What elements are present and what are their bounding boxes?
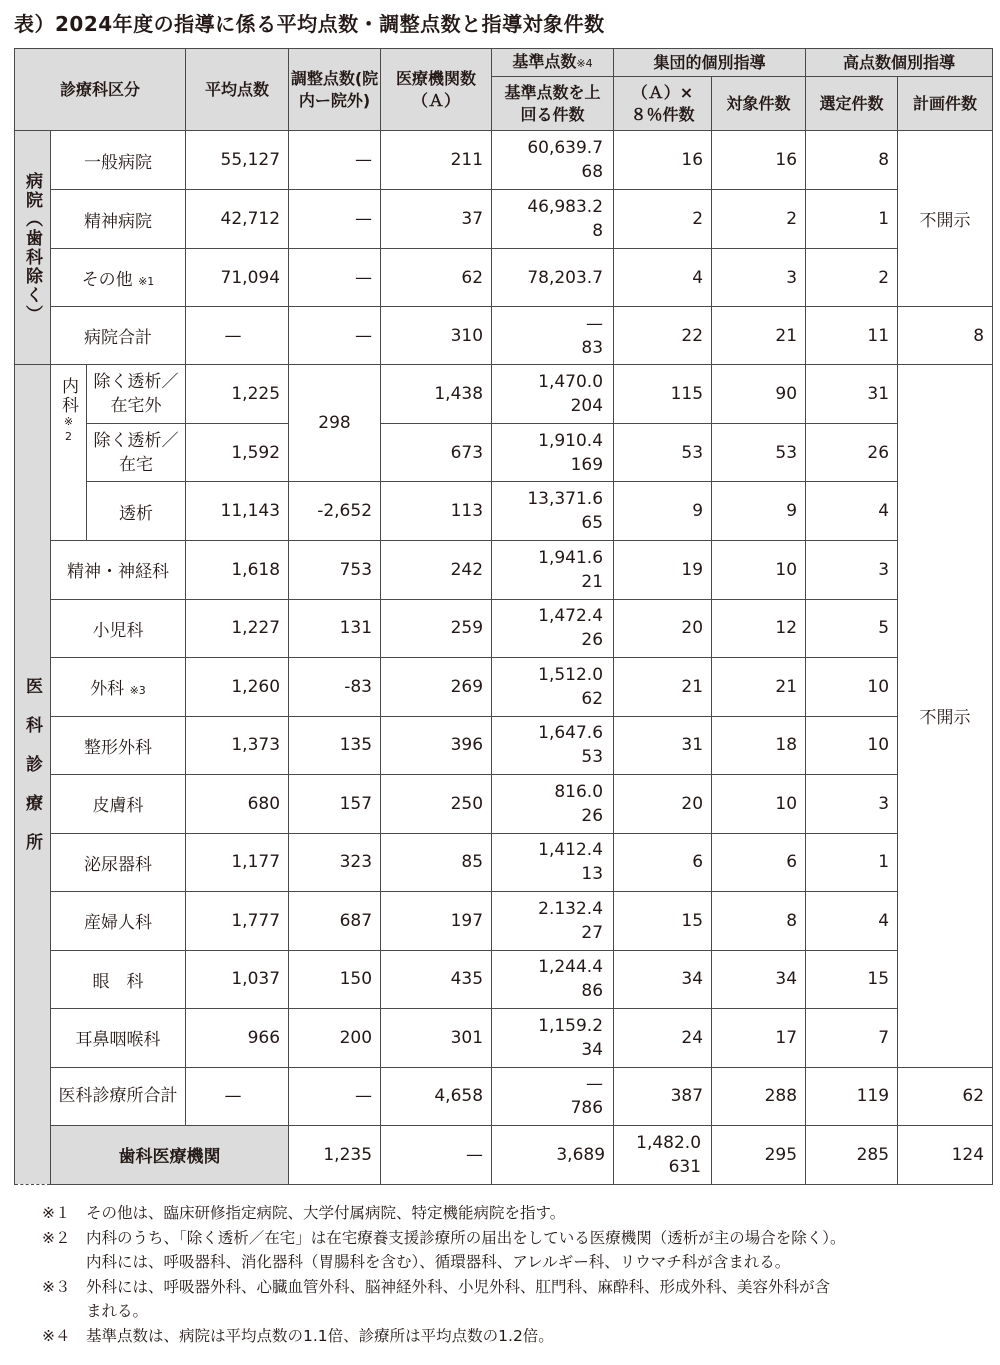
avg-cell: 11,143 <box>186 482 289 541</box>
std-cell <box>492 599 614 658</box>
avg-cell: 1,227 <box>186 599 289 658</box>
std-value: 1,244.4 86 <box>538 957 604 1002</box>
std-value: 816.0 26 <box>554 781 604 826</box>
group-target-cell: 6 <box>712 833 806 892</box>
std-value: 46,983.2 8 <box>527 197 604 241</box>
adj-cell: 157 <box>289 775 381 834</box>
row-name-text: 皮膚科 <box>92 796 144 817</box>
avg-cell: 1,260 <box>186 658 289 717</box>
row-name <box>51 775 186 834</box>
inst-cell: 269 <box>381 658 492 717</box>
header-std-mark: ※4 <box>576 56 593 70</box>
std-value: 1,941.6 21 <box>538 547 604 592</box>
sel-cell: 4 <box>806 892 898 951</box>
header-dept: 診療科区分 <box>15 49 186 131</box>
hospital-group-text: 病院（歯科除く） <box>22 171 42 324</box>
footnote-text: 基準点数は、病院は平均点数の1.1倍、診療所は平均点数の1.2倍。 <box>86 1326 554 1345</box>
inst-cell: 301 <box>381 1009 492 1068</box>
row-name-text: その他 <box>81 270 133 290</box>
avg-cell: 1,037 <box>186 950 289 1009</box>
header-adj-sub: (院内ー院外) <box>298 68 379 110</box>
group-a-cell: 16 <box>614 131 712 190</box>
plan-cell: 8 <box>898 307 993 365</box>
row-name <box>51 658 186 717</box>
std-cell <box>492 424 614 482</box>
sel-cell: 1 <box>806 190 898 249</box>
row-mark: ※3 <box>129 684 146 698</box>
avg-cell: 71,094 <box>186 249 289 307</box>
std-value: 60,639.7 68 <box>527 138 604 182</box>
std-cell <box>492 482 614 541</box>
sel-cell: 3 <box>806 775 898 834</box>
header-std <box>492 49 614 77</box>
group-target-cell: 16 <box>712 131 806 190</box>
group-target-cell: 8 <box>712 892 806 951</box>
row-name-text: 外科 <box>90 679 125 700</box>
row-name: 歯科医療機関 <box>51 1125 289 1184</box>
row-name-text: 小児科 <box>92 620 144 641</box>
std-value: 1,482.0 631 <box>636 1132 702 1177</box>
group-target-cell: 3 <box>712 249 806 307</box>
group-target-cell: 90 <box>712 365 806 424</box>
std-value: 13,371.6 65 <box>527 489 604 533</box>
footnote-mark: ※１ <box>42 1204 71 1222</box>
adj-cell: 323 <box>289 833 381 892</box>
std-cell <box>492 365 614 424</box>
std-cell <box>492 307 614 365</box>
group-a-cell: 387 <box>614 1067 712 1125</box>
std-cell <box>492 190 614 249</box>
avg-cell: 1,225 <box>186 365 289 424</box>
inst-cell: 211 <box>381 131 492 190</box>
sel-cell: 10 <box>806 716 898 775</box>
std-value: 1,470.0 204 <box>538 372 604 416</box>
group-target-cell: 12 <box>712 599 806 658</box>
adj-cell: 131 <box>289 599 381 658</box>
inst-cell: 197 <box>381 892 492 951</box>
sel-cell: 8 <box>806 131 898 190</box>
std-cell <box>492 249 614 307</box>
footnote-mark <box>42 1299 86 1324</box>
adj-cell: — <box>289 1067 381 1125</box>
avg-cell: — <box>186 1067 289 1125</box>
inst-cell: 673 <box>381 424 492 482</box>
group-a-cell: 31 <box>614 716 712 775</box>
inst-cell: 259 <box>381 599 492 658</box>
header-inst-sub: （Ａ） <box>412 90 461 110</box>
sel-cell: 4 <box>806 482 898 541</box>
std-cell <box>492 1067 614 1125</box>
footnotes <box>42 1201 982 1349</box>
header-inst <box>381 49 492 131</box>
header-adj <box>289 49 381 131</box>
footnote-mark: ※２ <box>42 1228 71 1247</box>
inst-cell: 3,689 <box>492 1125 614 1184</box>
sel-cell: 15 <box>806 950 898 1009</box>
std-cell <box>492 950 614 1009</box>
std-value: 1,472.4 26 <box>538 606 604 651</box>
adj-cell: — <box>289 131 381 190</box>
inst-cell: 396 <box>381 716 492 775</box>
avg-cell: — <box>186 307 289 365</box>
naika-label <box>51 365 87 541</box>
header-high-plan: 計画件数 <box>898 77 993 131</box>
avg-cell: 1,777 <box>186 892 289 951</box>
group-a-cell: 4 <box>614 249 712 307</box>
std-value: 1,412.4 13 <box>538 840 604 885</box>
std-value: 78,203.7 <box>527 267 604 288</box>
row-name-text: 精神・神経科 <box>67 562 169 583</box>
naika-text: 内科 <box>58 377 78 415</box>
header-group: 集団的個別指導 <box>614 49 806 77</box>
sel-cell: 3 <box>806 541 898 600</box>
sel-cell: 2 <box>806 249 898 307</box>
row-name: 一般病院 <box>51 131 186 190</box>
row-name: 医科診療所合計 <box>51 1067 186 1125</box>
header-group-target: 対象件数 <box>712 77 806 131</box>
row-name: 除く透析／在宅外 <box>87 365 186 424</box>
adj-cell: 135 <box>289 716 381 775</box>
sel-cell: 10 <box>806 658 898 717</box>
group-a-cell: 53 <box>614 424 712 482</box>
adj-cell: 753 <box>289 541 381 600</box>
inst-cell: 250 <box>381 775 492 834</box>
footnote-text: まれる。 <box>86 1302 149 1321</box>
row-name <box>51 541 186 600</box>
header-std-label: 基準点数 <box>512 51 577 71</box>
std-value: 1,159.2 34 <box>538 1015 604 1060</box>
avg-cell: 1,592 <box>186 424 289 482</box>
inst-cell: 242 <box>381 541 492 600</box>
inst-cell: 113 <box>381 482 492 541</box>
row-name-text: 耳鼻咽喉科 <box>75 1030 161 1051</box>
plan-undisclosed: 不開示 <box>898 131 993 307</box>
naika-adj-cell: 298 <box>289 365 381 482</box>
avg-cell: 966 <box>186 1009 289 1068</box>
row-name-text: 産婦人科 <box>84 913 152 934</box>
std-value: — 786 <box>570 1074 604 1118</box>
group-target-cell: 2 <box>712 190 806 249</box>
inst-cell: 4,658 <box>381 1067 492 1125</box>
row-name <box>51 249 186 307</box>
header-avg: 平均点数 <box>186 49 289 131</box>
row-name <box>51 892 186 951</box>
footnote-line <box>42 1201 982 1226</box>
adj-cell: -83 <box>289 658 381 717</box>
group-a-cell: 21 <box>614 658 712 717</box>
footnote-mark: ※４ <box>42 1326 71 1345</box>
group-a-cell: 2 <box>614 190 712 249</box>
adj-cell: 150 <box>289 950 381 1009</box>
group-target-cell: 18 <box>712 716 806 775</box>
group-target-cell: 21 <box>712 658 806 717</box>
std-cell <box>492 541 614 600</box>
row-name: 精神病院 <box>51 190 186 249</box>
footnote-text: 内科には、呼吸器科、消化器科（胃腸科を含む）、循環器科、アレルギー科、リウマチ科が含まれる。 <box>86 1253 791 1272</box>
plan-cell: 62 <box>898 1067 993 1125</box>
row-name <box>51 599 186 658</box>
header-std-sub: 基準点数を上回る件数 <box>492 77 614 131</box>
group-target-cell: 53 <box>712 424 806 482</box>
adj-cell: -2,652 <box>289 482 381 541</box>
row-name <box>51 716 186 775</box>
group-target-cell: 10 <box>712 775 806 834</box>
row-name: 病院合計 <box>51 307 186 365</box>
group-a-cell: 6 <box>614 833 712 892</box>
footnote-text: 内科のうち、「除く透析／在宅」は在宅療養支援診療所の届出をしている医療機関（透析が主の場合を除く）。 <box>86 1228 846 1247</box>
group-target-cell: 17 <box>712 1009 806 1068</box>
adj-cell: — <box>289 307 381 365</box>
std-cell <box>492 658 614 717</box>
row-name <box>51 950 186 1009</box>
group-a-cell: 9 <box>614 482 712 541</box>
row-name-text: 眼 科 <box>92 971 144 992</box>
inst-cell: 435 <box>381 950 492 1009</box>
header-adj-label: 調整点数 <box>290 68 355 88</box>
row-mark: ※1 <box>138 275 155 288</box>
inst-cell: 310 <box>381 307 492 365</box>
group-target-cell: 34 <box>712 950 806 1009</box>
group-a-cell: 22 <box>614 307 712 365</box>
group-a-cell: 15 <box>614 892 712 951</box>
footnote-line <box>42 1250 982 1275</box>
sel-cell: 1 <box>806 833 898 892</box>
avg-cell: 1,177 <box>186 833 289 892</box>
inst-cell: 1,438 <box>381 365 492 424</box>
naika-mark: ※2 <box>62 415 75 445</box>
footnote-line <box>42 1299 982 1324</box>
std-value: 1,647.6 53 <box>538 723 604 768</box>
avg-cell: 1,618 <box>186 541 289 600</box>
sel-cell: 7 <box>806 1009 898 1068</box>
header-group-a: （Ａ）×８％件数 <box>614 77 712 131</box>
group-target-cell: 288 <box>712 1067 806 1125</box>
avg-cell: 1,235 <box>289 1125 381 1184</box>
group-a-cell: 24 <box>614 1009 712 1068</box>
group-target-cell: 285 <box>806 1125 898 1184</box>
row-name <box>51 1009 186 1068</box>
std-value: 1,910.4 169 <box>538 430 604 475</box>
group-a-cell: 295 <box>712 1125 806 1184</box>
group-a-cell: 20 <box>614 775 712 834</box>
group-a-cell: 20 <box>614 599 712 658</box>
row-name-text: 泌尿器科 <box>84 854 152 875</box>
adj-cell: 687 <box>289 892 381 951</box>
group-a-cell: 115 <box>614 365 712 424</box>
avg-cell: 1,373 <box>186 716 289 775</box>
footnote-text: 外科には、呼吸器外科、心臓血管外科、脳神経外科、小児外科、肛門科、麻酔科、形成外科、美容外科が含 <box>86 1277 831 1296</box>
row-name-text: 整形外科 <box>84 737 152 758</box>
header-high: 高点数個別指導 <box>806 49 993 77</box>
adj-cell: 200 <box>289 1009 381 1068</box>
avg-cell: 42,712 <box>186 190 289 249</box>
inst-cell: 37 <box>381 190 492 249</box>
avg-cell: 680 <box>186 775 289 834</box>
adj-cell: — <box>289 249 381 307</box>
std-value: 1,512.0 62 <box>538 664 604 709</box>
sel-cell: 11 <box>806 307 898 365</box>
avg-cell: 55,127 <box>186 131 289 190</box>
sel-cell: 124 <box>898 1125 993 1184</box>
footnote-line <box>42 1275 982 1300</box>
group-a-cell: 19 <box>614 541 712 600</box>
inst-cell: 62 <box>381 249 492 307</box>
std-value: 2.132.4 27 <box>538 898 604 943</box>
header-high-sel: 選定件数 <box>806 77 898 131</box>
row-name <box>51 833 186 892</box>
footnote-text: その他は、臨床研修指定病院、大学付属病院、特定機能病院を指す。 <box>86 1204 566 1222</box>
group-target-cell: 9 <box>712 482 806 541</box>
plan-undisclosed: 不開示 <box>898 365 993 1068</box>
std-cell <box>492 775 614 834</box>
page-title: 表）2024年度の指導に係る平均点数・調整点数と指導対象件数 <box>14 12 605 36</box>
std-cell <box>492 716 614 775</box>
group-a-cell: 34 <box>614 950 712 1009</box>
std-cell <box>492 892 614 951</box>
group-target-cell: 21 <box>712 307 806 365</box>
sel-cell: 31 <box>806 365 898 424</box>
group-target-cell: 10 <box>712 541 806 600</box>
row-name: 除く透析／在宅 <box>87 424 186 482</box>
clinic-group-label <box>15 365 51 1185</box>
inst-cell: 85 <box>381 833 492 892</box>
footnote-line <box>42 1226 982 1251</box>
footnote-mark: ※３ <box>42 1277 71 1296</box>
sel-cell: 26 <box>806 424 898 482</box>
std-cell <box>492 833 614 892</box>
adj-cell: — <box>381 1125 492 1184</box>
footnote-mark <box>42 1250 86 1275</box>
row-name: 透析 <box>87 482 186 541</box>
std-value: — 83 <box>581 313 604 358</box>
header-inst-label: 医療機関数 <box>396 68 477 88</box>
sel-cell: 5 <box>806 599 898 658</box>
footnote-line <box>42 1324 982 1349</box>
clinic-group-text: 医科診療所 <box>22 676 42 872</box>
guidance-table <box>14 48 993 1185</box>
std-cell <box>492 131 614 190</box>
std-cell <box>614 1125 712 1184</box>
hospital-group-label <box>15 131 51 365</box>
sel-cell: 119 <box>806 1067 898 1125</box>
adj-cell: — <box>289 190 381 249</box>
std-cell <box>492 1009 614 1068</box>
